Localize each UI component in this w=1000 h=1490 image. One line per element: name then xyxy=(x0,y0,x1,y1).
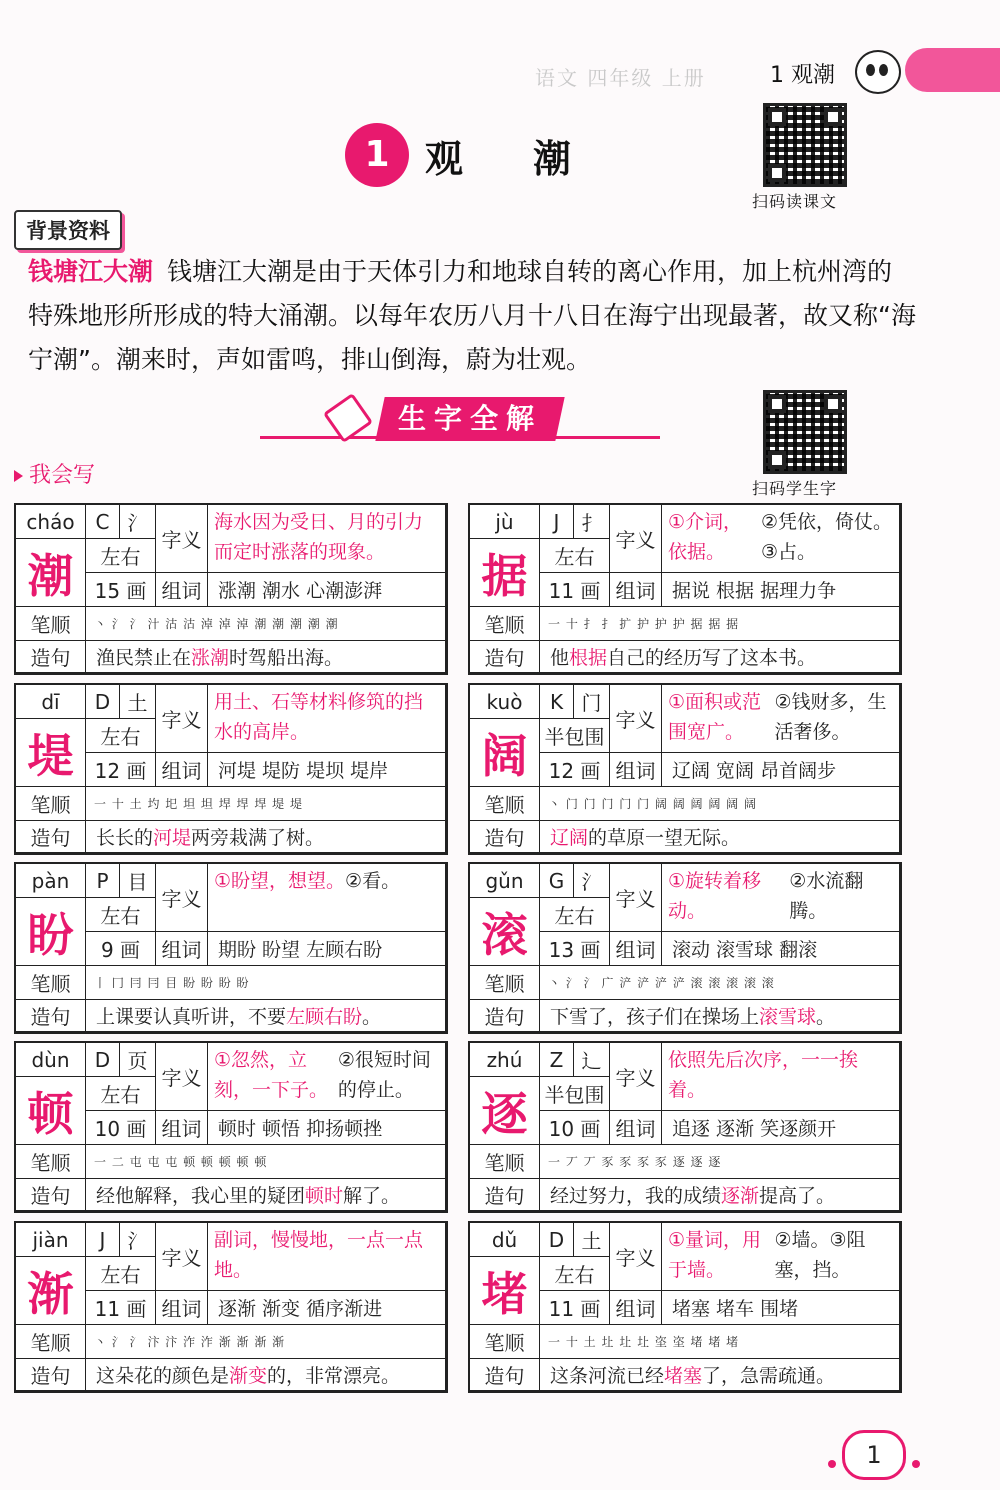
triangle-bullet-icon xyxy=(14,470,23,482)
stroke-order: 一 十 土 圴 圯 坦 坦 垾 垾 垾 堤 堤 xyxy=(86,787,446,821)
index-letter: D xyxy=(86,685,120,719)
radical: 门 xyxy=(574,685,610,719)
background-text: 钱塘江大潮是由于天体引力和地球自转的离心作用，加上杭州湾的特殊地形所形成的特大涌潮。以每年农历八月十八日在海宁出现最著，故又称“海宁潮”。潮来时，声如雷鸣，排山倒海，蔚为壮观。 xyxy=(28,257,916,374)
words-label: 组词 xyxy=(156,932,208,966)
words-text: 逐渐 渐变 循序渐进 xyxy=(208,1291,446,1325)
stroke-count: 15 画 xyxy=(86,573,156,607)
structure: 左右 xyxy=(86,539,156,573)
structure: 左右 xyxy=(540,539,610,573)
meaning-label: 字义 xyxy=(156,1223,208,1291)
sentence-label: 造句 xyxy=(470,641,540,673)
pinyin: dǔ xyxy=(470,1223,540,1257)
meaning-label: 字义 xyxy=(156,505,208,573)
words-label: 组词 xyxy=(610,753,662,787)
structure: 左右 xyxy=(86,1077,156,1111)
structure: 半包围 xyxy=(540,1077,610,1111)
char-card-3 xyxy=(468,683,902,855)
pinyin: jiàn xyxy=(16,1223,86,1257)
stroke-count: 11 画 xyxy=(540,573,610,607)
radical: 辶 xyxy=(574,1043,610,1077)
qr-code-read-text-icon[interactable] xyxy=(763,103,847,187)
meaning-text: 用土、石等材料修筑的挡水的高岸。 xyxy=(208,685,446,753)
section-banner: 生字全解 xyxy=(375,397,564,441)
example-sentence: 经过努力，我的成绩 逐渐 提高了。 xyxy=(540,1179,900,1211)
structure: 左右 xyxy=(86,898,156,932)
strokes-label: 笔顺 xyxy=(16,607,86,641)
stroke-count: 10 画 xyxy=(86,1111,156,1145)
words-label: 组词 xyxy=(156,1111,208,1145)
words-label: 组词 xyxy=(156,1291,208,1325)
character: 潮 xyxy=(16,539,86,607)
radical: 氵 xyxy=(120,1223,156,1257)
words-text: 辽阔 宽阔 昂首阔步 xyxy=(662,753,900,787)
stroke-count: 12 画 xyxy=(540,753,610,787)
decor-dot xyxy=(912,1460,920,1468)
sentence-label: 造句 xyxy=(16,641,86,673)
char-card-7 xyxy=(468,1041,902,1213)
char-card-5 xyxy=(468,862,902,1034)
lesson-number-badge: 1 xyxy=(345,123,409,187)
can-write-heading: 我会写 xyxy=(14,458,95,489)
character: 滚 xyxy=(470,898,540,966)
sentence-label: 造句 xyxy=(470,821,540,853)
index-letter: K xyxy=(540,685,574,719)
strokes-label: 笔顺 xyxy=(16,966,86,1000)
decor-dot xyxy=(828,1460,836,1468)
qr-code-learn-chars-icon[interactable] xyxy=(763,390,847,474)
sentence-label: 造句 xyxy=(470,1179,540,1211)
example-sentence: 这条河流已经 堵塞 了，急需疏通。 xyxy=(540,1359,900,1391)
structure: 左右 xyxy=(540,898,610,932)
words-text: 涨潮 潮水 心潮澎湃 xyxy=(208,573,446,607)
pinyin: dùn xyxy=(16,1043,86,1077)
words-text: 河堤 堤防 堤坝 堤岸 xyxy=(208,753,446,787)
sentence-label: 造句 xyxy=(16,1000,86,1032)
meaning-label: 字义 xyxy=(610,1223,662,1291)
pinyin: pàn xyxy=(16,864,86,898)
stroke-count: 9 画 xyxy=(86,932,156,966)
example-sentence: 辽阔 的草原一望无际。 xyxy=(540,821,900,853)
meaning-label: 字义 xyxy=(610,685,662,753)
pinyin: gǔn xyxy=(470,864,540,898)
stroke-order: 一 十 扌 扌 扩 护 护 护 据 据 据 xyxy=(540,607,900,641)
character: 据 xyxy=(470,539,540,607)
radical: 页 xyxy=(120,1043,156,1077)
char-card-8 xyxy=(14,1221,448,1393)
stroke-count: 13 画 xyxy=(540,932,610,966)
char-card-4 xyxy=(14,862,448,1034)
strokes-label: 笔顺 xyxy=(16,1145,86,1179)
pinyin: dī xyxy=(16,685,86,719)
character: 顿 xyxy=(16,1077,86,1145)
character: 盼 xyxy=(16,898,86,966)
meaning-text: ①介词，依据。 ②凭依，倚仗。③占。 xyxy=(662,505,900,573)
stroke-count: 10 画 xyxy=(540,1111,610,1145)
strokes-label: 笔顺 xyxy=(16,787,86,821)
character: 逐 xyxy=(470,1077,540,1145)
sentence-label: 造句 xyxy=(16,1179,86,1211)
header-lesson-label: 1 观潮 xyxy=(770,63,835,88)
character: 阔 xyxy=(470,719,540,787)
background-keyword: 钱塘江大潮 xyxy=(28,257,154,286)
strokes-label: 笔顺 xyxy=(470,787,540,821)
meaning-label: 字义 xyxy=(610,1043,662,1111)
radical: 土 xyxy=(574,1223,610,1257)
radical: 目 xyxy=(120,864,156,898)
sentence-label: 造句 xyxy=(16,1359,86,1391)
radical: 土 xyxy=(120,685,156,719)
stroke-order: 一 二 屯 屯 屯 顿 顿 顿 顿 顿 xyxy=(86,1145,446,1179)
stroke-count: 11 画 xyxy=(540,1291,610,1325)
example-sentence: 经他解释，我心里的疑团 顿时 解了。 xyxy=(86,1179,446,1211)
char-card-9 xyxy=(468,1221,902,1393)
meaning-label: 字义 xyxy=(156,685,208,753)
index-letter: D xyxy=(540,1223,574,1257)
header-tab xyxy=(905,48,1000,92)
stroke-order: 一 十 土 圵 圵 圵 垐 垐 堵 堵 堵 xyxy=(540,1325,900,1359)
index-letter: D xyxy=(86,1043,120,1077)
index-letter: C xyxy=(86,505,120,539)
example-sentence: 这朵花的颜色是 渐变 的，非常漂亮。 xyxy=(86,1359,446,1391)
strokes-label: 笔顺 xyxy=(470,1325,540,1359)
index-letter: Z xyxy=(540,1043,574,1077)
index-letter: J xyxy=(86,1223,120,1257)
meaning-text: ①面积或范围宽广。 ②钱财多，生活奢侈。 xyxy=(662,685,900,753)
char-card-6 xyxy=(14,1041,448,1213)
structure: 左右 xyxy=(86,719,156,753)
meaning-text: ①忽然，立刻，一下子。 ②很短时间的停止。 xyxy=(208,1043,446,1111)
meaning-text: 依照先后次序，一一挨着。 xyxy=(662,1043,900,1111)
stroke-order: 丶 氵 氵 汴 汴 泎 泎 渐 渐 渐 渐 xyxy=(86,1325,446,1359)
words-label: 组词 xyxy=(610,1111,662,1145)
index-letter: J xyxy=(540,505,574,539)
strokes-label: 笔顺 xyxy=(470,607,540,641)
example-sentence: 他 根据 自己的经历写了这本书。 xyxy=(540,641,900,673)
words-text: 期盼 盼望 左顾右盼 xyxy=(208,932,446,966)
meaning-text: ①盼望，想望。 ②看。 xyxy=(208,864,446,932)
example-sentence: 渔民禁止在 涨潮 时驾船出海。 xyxy=(86,641,446,673)
pinyin: zhú xyxy=(470,1043,540,1077)
structure: 半包围 xyxy=(540,719,610,753)
structure: 左右 xyxy=(86,1257,156,1291)
page-number: 1 xyxy=(842,1430,906,1480)
char-card-1 xyxy=(468,503,902,675)
meaning-text: ①量词，用于墙。 ②墙。③阻塞，挡。 xyxy=(662,1223,900,1291)
sentence-label: 造句 xyxy=(470,1000,540,1032)
words-text: 据说 根据 据理力争 xyxy=(662,573,900,607)
background-material-label: 背景资料 xyxy=(14,210,122,250)
words-text: 顿时 顿悟 抑扬顿挫 xyxy=(208,1111,446,1145)
pinyin: cháo xyxy=(16,505,86,539)
pinyin: kuò xyxy=(470,685,540,719)
example-sentence: 上课要认真听讲，不要 左顾右盼 。 xyxy=(86,1000,446,1032)
stroke-order: 丶 氵 氵 广 浐 浐 浐 浐 滚 滚 滚 滚 滚 xyxy=(540,966,900,1000)
char-card-0 xyxy=(14,503,448,675)
radical: 氵 xyxy=(574,864,610,898)
character: 渐 xyxy=(16,1257,86,1325)
index-letter: G xyxy=(540,864,574,898)
meaning-text: 海水因为受日、月的引力而定时涨落的现象。 xyxy=(208,505,446,573)
words-label: 组词 xyxy=(610,932,662,966)
example-sentence: 长长的 河堤 两旁栽满了树。 xyxy=(86,821,446,853)
words-text: 堵塞 堵车 围堵 xyxy=(662,1291,900,1325)
meaning-text: ①旋转着移动。 ②水流翻腾。 xyxy=(662,864,900,932)
radical: 氵 xyxy=(120,505,156,539)
index-letter: P xyxy=(86,864,120,898)
strokes-label: 笔顺 xyxy=(470,1145,540,1179)
words-label: 组词 xyxy=(610,1291,662,1325)
stroke-order: 丨 冂 冃 冃 目 盼 盼 盼 盼 xyxy=(86,966,446,1000)
meaning-text: 副词，慢慢地，一点一点地。 xyxy=(208,1223,446,1291)
words-label: 组词 xyxy=(156,753,208,787)
char-card-2 xyxy=(14,683,448,855)
background-paragraph xyxy=(28,250,916,382)
meaning-label: 字义 xyxy=(610,505,662,573)
words-text: 追逐 逐渐 笑逐颜开 xyxy=(662,1111,900,1145)
stroke-order: 丶 门 门 门 门 门 阔 阔 阔 阔 阔 阔 xyxy=(540,787,900,821)
lesson-title: 观潮 xyxy=(425,137,642,181)
example-sentence: 下雪了，孩子们在操场上 滚雪球 。 xyxy=(540,1000,900,1032)
sentence-label: 造句 xyxy=(16,821,86,853)
radical: 扌 xyxy=(574,505,610,539)
words-label: 组词 xyxy=(610,573,662,607)
meaning-label: 字义 xyxy=(610,864,662,932)
qr-caption-read-text: 扫码读课文 xyxy=(752,192,838,211)
strokes-label: 笔顺 xyxy=(16,1325,86,1359)
panda-mascot-icon xyxy=(855,50,901,94)
stroke-count: 11 画 xyxy=(86,1291,156,1325)
meaning-label: 字义 xyxy=(156,864,208,932)
stroke-order: 丶 氵 氵 汁 沽 沽 淖 淖 淖 潮 潮 潮 潮 潮 xyxy=(86,607,446,641)
meaning-label: 字义 xyxy=(156,1043,208,1111)
header-faint-text: 语文 四年级 上册 xyxy=(535,66,706,90)
character: 堤 xyxy=(16,719,86,787)
stroke-count: 12 画 xyxy=(86,753,156,787)
pinyin: jù xyxy=(470,505,540,539)
words-text: 滚动 滚雪球 翻滚 xyxy=(662,932,900,966)
stroke-order: 一 丆 丆 豕 豕 豕 豕 逐 逐 逐 xyxy=(540,1145,900,1179)
strokes-label: 笔顺 xyxy=(470,966,540,1000)
words-label: 组词 xyxy=(156,573,208,607)
structure: 左右 xyxy=(540,1257,610,1291)
sentence-label: 造句 xyxy=(470,1359,540,1391)
character: 堵 xyxy=(470,1257,540,1325)
qr-caption-learn-chars: 扫码学生字 xyxy=(752,479,838,498)
